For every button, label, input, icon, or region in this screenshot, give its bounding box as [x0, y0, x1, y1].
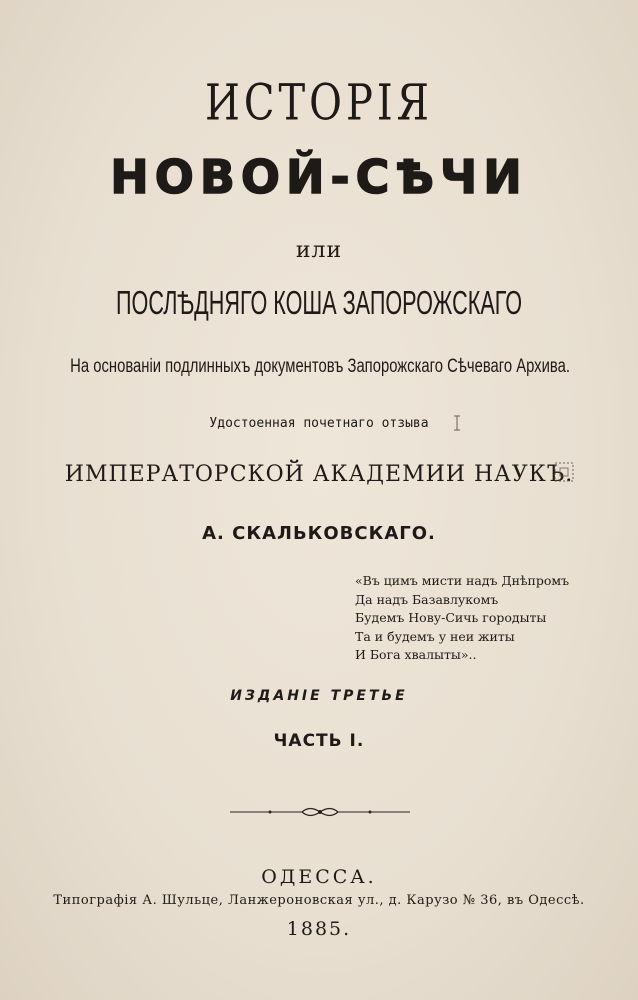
edition-line: ИЗДАНІЕ ТРЕТЬЕ: [230, 688, 408, 704]
title-line-1: ИСТОРІЯ: [205, 74, 433, 132]
author-line: А. СКАЛЬКОВСКАГО.: [202, 523, 436, 544]
epigraph-line: Та и будемъ у неи житы: [355, 628, 515, 644]
epigraph-line: «Въ цимъ мисти надъ Днѣпромъ: [355, 573, 570, 588]
ink-mark-icon: [452, 414, 462, 432]
epigraph-line: Будемъ Нову-Сичь городыты: [355, 610, 547, 625]
award-line: Удостоенная почетнаго отзыва: [209, 416, 429, 431]
academy-line: ИМПЕРАТОРСКОЙ АКАДЕМИИ НАУКЪ.: [64, 462, 574, 487]
epigraph-line: И Бога хвалыты»..: [355, 647, 477, 662]
city-line: ОДЕССА.: [261, 866, 377, 888]
ornament-divider: [230, 805, 410, 819]
epigraph: [355, 572, 569, 665]
title-line-2: НОВОЙ-СѢЧИ: [110, 150, 528, 204]
epigraph-line: Да надъ Базавлукомъ: [355, 591, 499, 607]
year-line: 1885.: [286, 918, 352, 940]
title-line-3: ПОСЛѢДНЯГО КОША ЗАПОРОЖСКАГО: [115, 285, 523, 322]
basis-line: На основаніи подлинныхъ документовъ Запорожскаго Сѣчеваго Архива.: [70, 356, 570, 377]
printer-line: Типографія А. Шульце, Ланжероновская ул., д. Карузо № 36, въ Одессѣ.: [53, 893, 585, 908]
library-stamp-icon: [553, 461, 575, 483]
connector-word: или: [295, 238, 343, 263]
part-line: ЧАСТЬ І.: [273, 731, 365, 751]
